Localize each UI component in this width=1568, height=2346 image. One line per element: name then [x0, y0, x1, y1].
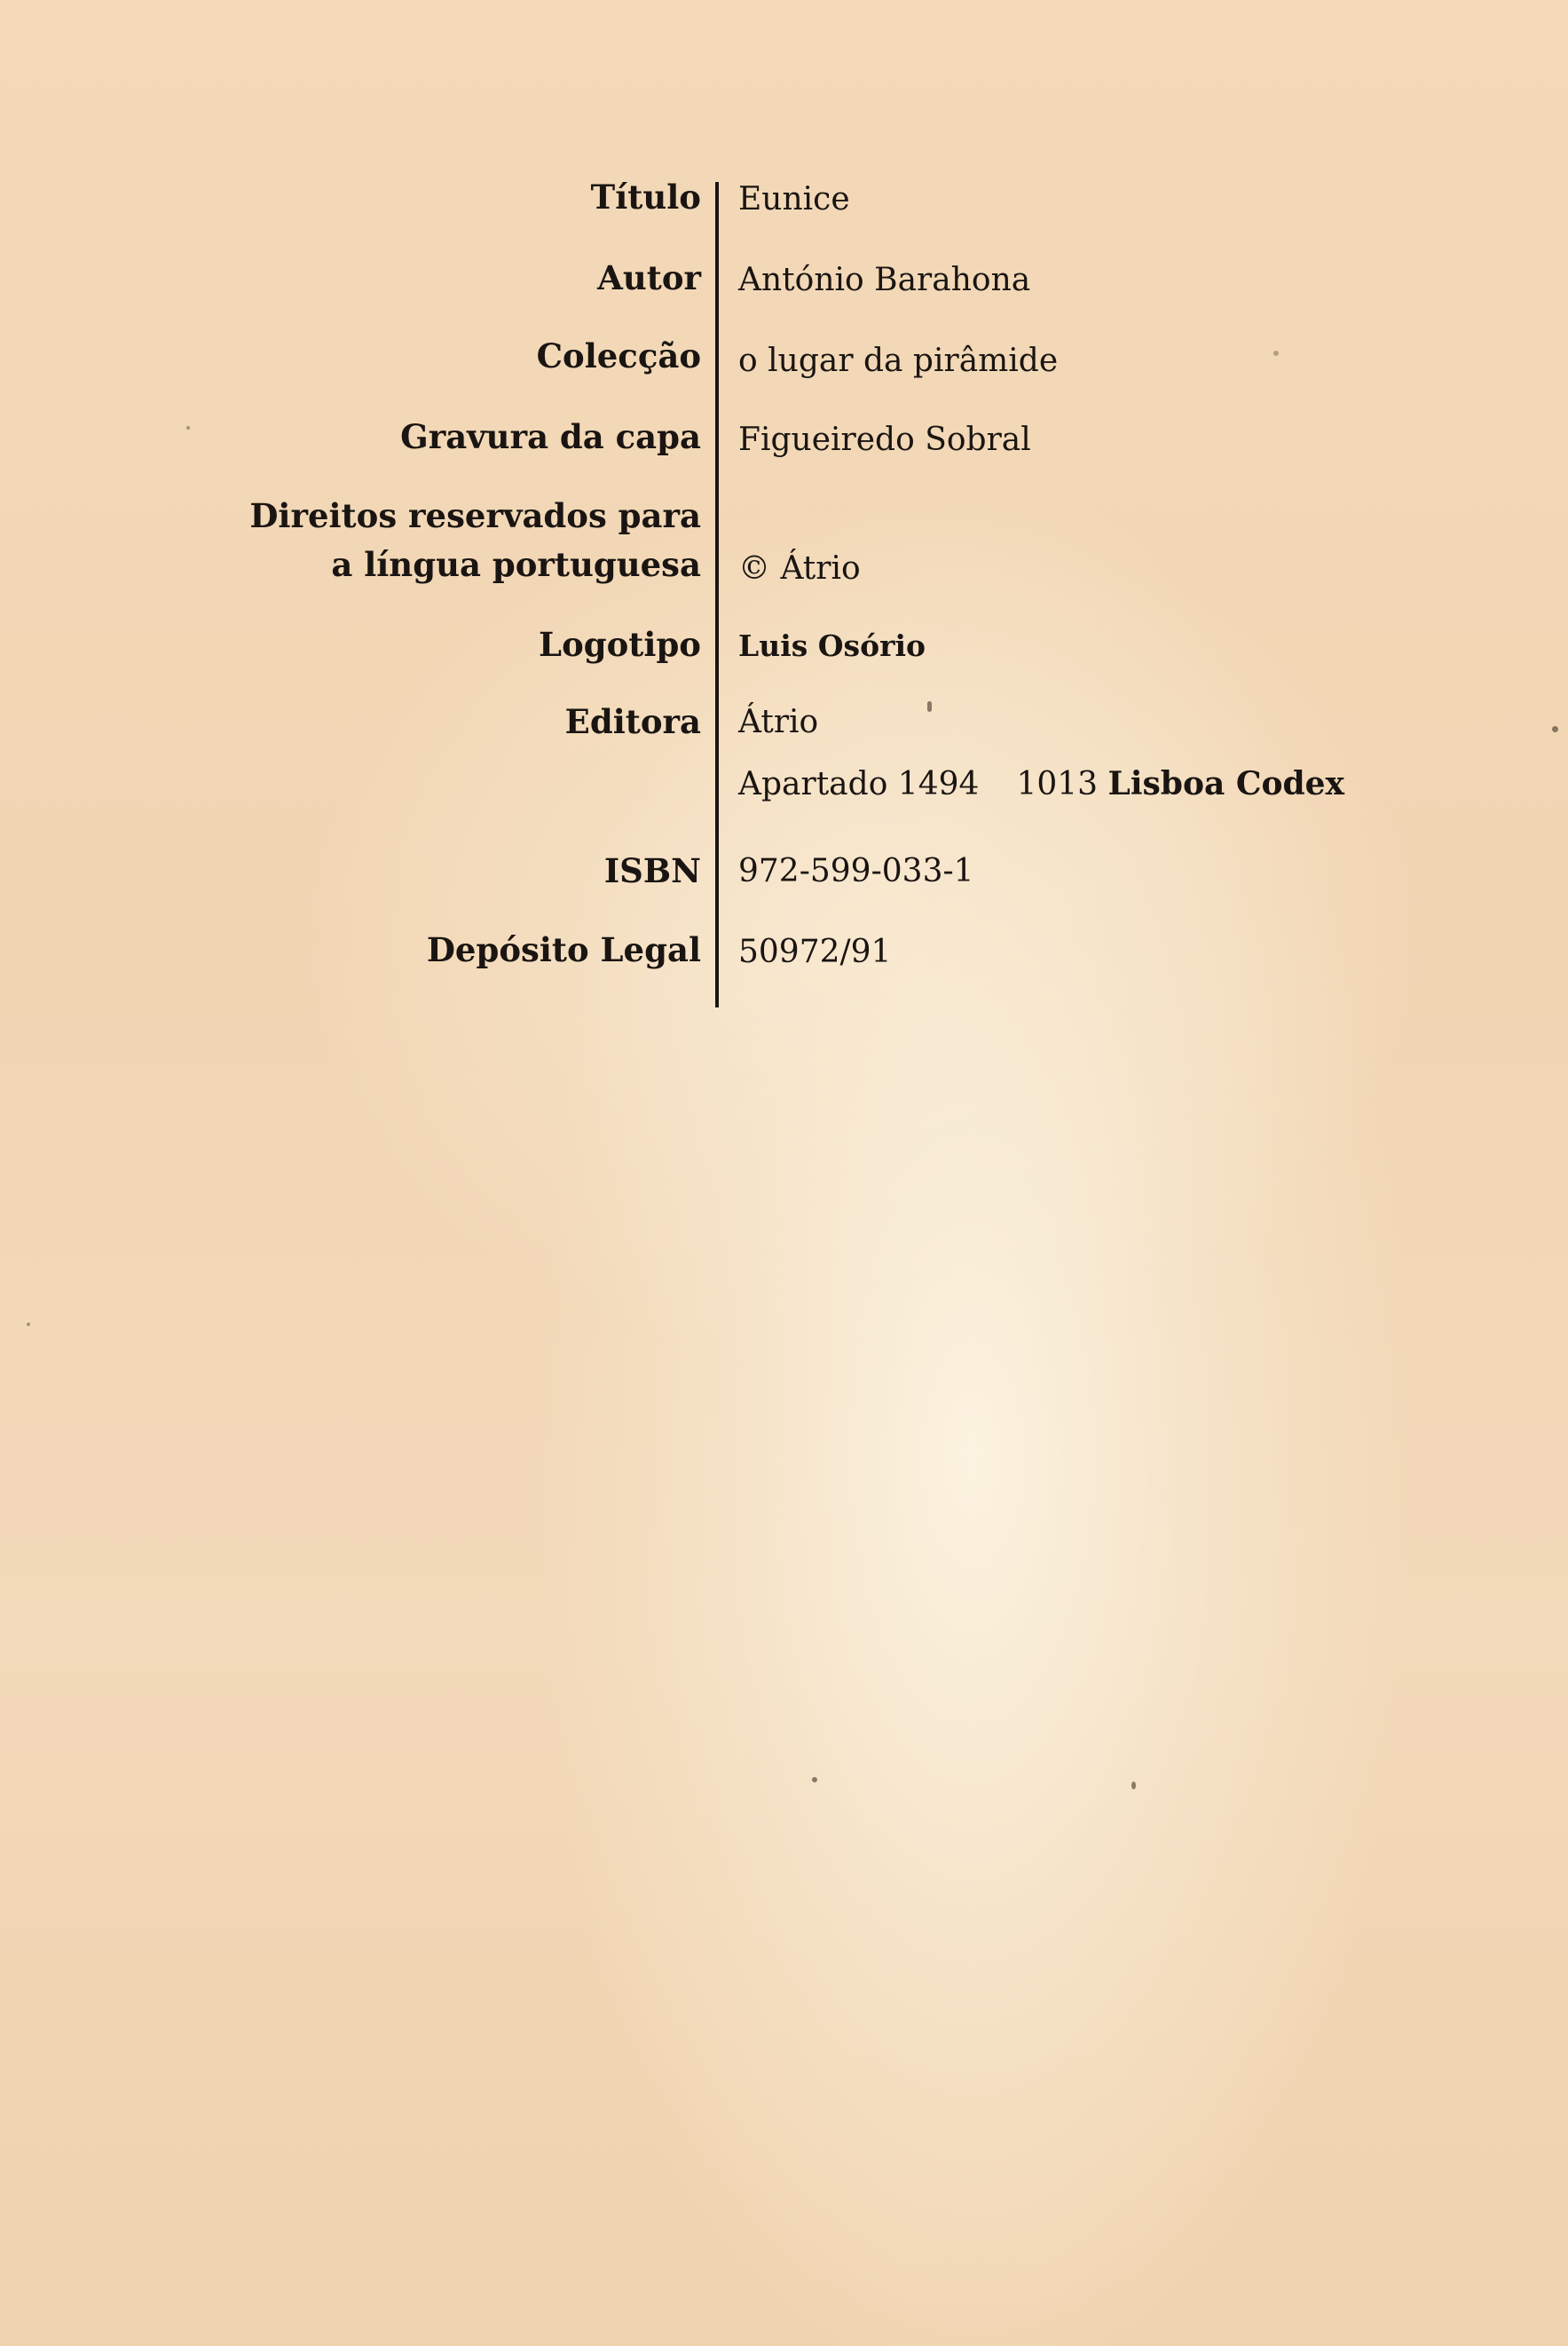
label-gravura: Gravura da capa [400, 417, 701, 456]
paper-speck [186, 426, 190, 430]
label-editora: Editora [564, 702, 701, 741]
label-titulo: Título [590, 178, 701, 217]
value-direitos: © Átrio [738, 550, 861, 587]
paper-speck [812, 1777, 817, 1782]
address-postcode: 1013 [1016, 766, 1099, 802]
paper-speck [27, 1323, 30, 1326]
value-titulo: Eunice [738, 181, 850, 217]
label-logotipo: Logotipo [539, 625, 701, 664]
editora-address [738, 761, 1344, 808]
address-city: Lisboa Codex [1107, 765, 1345, 802]
value-autor: António Barahona [738, 262, 1031, 298]
value-editora: Átrio [738, 704, 819, 740]
paper-speck [1131, 1781, 1136, 1789]
vertical-divider [715, 182, 719, 1007]
label-coleccao: Colecção [536, 336, 701, 375]
paper-speck [1273, 351, 1279, 356]
label-autor: Autor [597, 258, 701, 297]
value-gravura: Figueiredo Sobral [738, 422, 1031, 458]
address-apartado: Apartado 1494 [738, 766, 980, 802]
paper-speck [1552, 726, 1558, 732]
value-deposito: 50972/91 [738, 934, 892, 970]
paper-speck [927, 701, 932, 712]
label-direitos-line1: Direitos reservados para [249, 496, 701, 535]
value-logotipo: Luis Osório [738, 628, 926, 663]
label-direitos-line2: a língua portuguesa [331, 545, 701, 584]
label-isbn: ISBN [603, 851, 701, 890]
value-coleccao: o lugar da pirâmide [738, 343, 1059, 379]
value-isbn: 972-599-033-1 [738, 853, 974, 889]
label-deposito: Depósito Legal [426, 930, 701, 969]
